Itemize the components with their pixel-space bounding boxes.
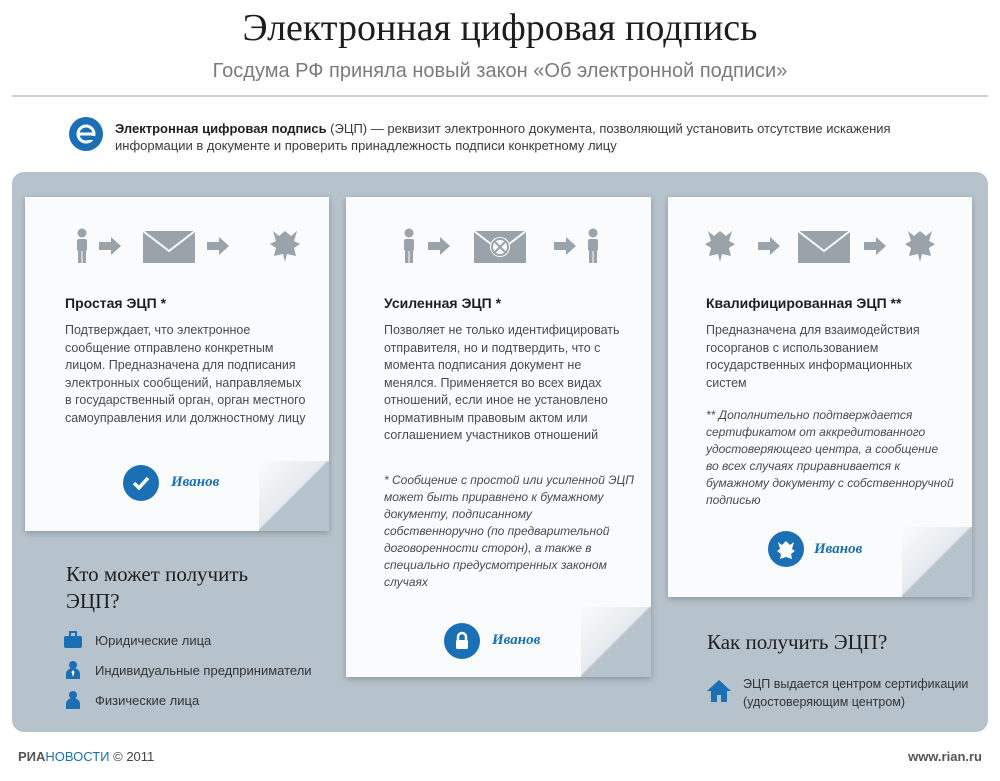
card-qualified-signature xyxy=(668,197,972,597)
page-curl xyxy=(259,461,329,531)
signature-ivanov: Иванов xyxy=(492,632,541,648)
page-title: Электронная цифровая подпись xyxy=(242,7,758,49)
padlock-icon xyxy=(444,623,480,659)
who-item-individuals xyxy=(62,690,199,710)
e-letter-icon xyxy=(69,117,103,151)
intro-term: Электронная цифровая подпись xyxy=(115,121,327,136)
card-title: Простая ЭЦП * xyxy=(65,295,167,311)
how-description: ЭЦП выдается центром сертификации (удостоверяющим центром) xyxy=(743,677,969,709)
divider xyxy=(12,95,988,97)
card-enhanced-signature xyxy=(346,197,651,677)
checkmark-icon xyxy=(123,465,159,501)
card-title: Квалифицированная ЭЦП ** xyxy=(706,295,902,311)
coat-of-arms-icon xyxy=(768,531,804,567)
who-item-label: Физические лица xyxy=(95,692,200,708)
card-footnote: ** Дополнительно подтверждается сертификатом от аккредитованного удостоверяющего центра, а сообщение во всех случаях приравнивается к бумажному документу с собственноручной подписью xyxy=(706,408,954,507)
page-curl xyxy=(902,527,972,597)
site-url[interactable]: www.rian.ru xyxy=(908,749,982,764)
who-item-label: Индивидуальные предприниматели xyxy=(95,662,312,678)
signature-ivanov: Иванов xyxy=(171,474,220,490)
house-icon xyxy=(706,678,732,704)
card-simple-signature xyxy=(25,197,329,531)
card-title: Усиленная ЭЦП * xyxy=(384,295,502,311)
entrepreneurs-icon xyxy=(62,660,84,680)
page-curl xyxy=(581,607,651,677)
logo-ria: РИА xyxy=(18,749,46,764)
flow-state-to-state xyxy=(668,225,972,269)
copyright: © 2011 xyxy=(113,749,155,764)
person-icon xyxy=(62,690,84,710)
who-item-entrepreneurs xyxy=(62,660,312,680)
card-footnote: * Сообщение с простой или усиленной ЭЦП может быть приравнено к бумажному документу, подписанному собственноручно (по предварительной договоренности сторон), а также в специально предусмотренных законом случаях xyxy=(384,473,634,589)
who-title: Кто может получить ЭЦП? xyxy=(66,562,249,613)
intro-definition xyxy=(115,120,935,154)
card-body: Подтверждает, что электронное сообщение отправлено конкретным лицом. Предназначена для подписания электронных сообщений, направляемых в государственный орган, орган местного самоуправления или должностному лицу xyxy=(65,323,306,425)
ria-novosti-logo xyxy=(18,749,154,764)
who-item-label: Юридические лица xyxy=(95,632,212,648)
signature-ivanov: Иванов xyxy=(814,541,863,557)
intro-text: (ЭЦП) — реквизит электронного документа, позволяющий установить отсутствие искажения информации в документе и проверить принадлежность подписи конкретному лицу xyxy=(115,121,891,153)
briefcase-icon xyxy=(62,630,84,650)
flow-person-to-person xyxy=(346,225,651,269)
card-body: Позволяет не только идентифицировать отправителя, но и подтвердить, что с момента подписания документ не менялся. Применяется во всех видах отношений, если иное не установлено нормативным правовым актом или соглашением участников отношений xyxy=(384,323,620,442)
flow-person-to-state xyxy=(25,225,329,269)
how-title: Как получить ЭЦП? xyxy=(707,630,888,654)
card-body: Предназначена для взаимодействия госорганов с использованием государственных информационных систем xyxy=(706,323,920,390)
who-item-legal-entities xyxy=(62,630,211,650)
page-subtitle: Госдума РФ приняла новый закон «Об электронной подписи» xyxy=(212,60,788,82)
logo-novosti: НОВОСТИ xyxy=(45,749,110,764)
